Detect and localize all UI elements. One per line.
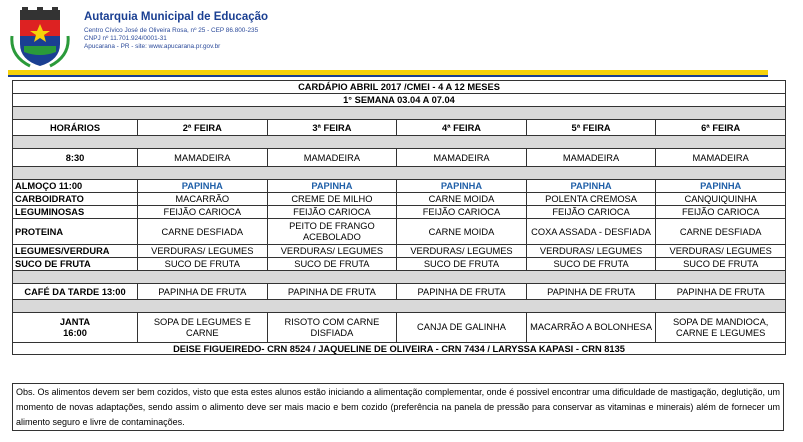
menu-cell: PAPINHA — [397, 180, 527, 193]
menu-cell: MACARRÃO A BOLONHESA — [526, 313, 656, 343]
header-cell: 5ª FEIRA — [526, 120, 656, 136]
menu-cell: MAMADEIRA — [267, 149, 397, 167]
menu-cell: SUCO DE FRUTA — [526, 258, 656, 271]
menu-cell: PAPINHA DE FRUTA — [267, 284, 397, 300]
menu-cell: COXA ASSADA - DESFIADA — [526, 219, 656, 245]
menu-cell: MAMADEIRA — [526, 149, 656, 167]
menu-cell: MAMADEIRA — [656, 149, 786, 167]
menu-cell: SUCO DE FRUTA — [656, 258, 786, 271]
menu-cell: PAPINHA DE FRUTA — [397, 284, 527, 300]
menu-cell: FEIJÃO CARIOCA — [397, 206, 527, 219]
menu-cell: SUCO DE FRUTA — [138, 258, 268, 271]
lunch-row — [13, 180, 786, 193]
menu-cell: CARNE MOIDA — [397, 193, 527, 206]
menu-cell: PAPINHA — [656, 180, 786, 193]
menu-cell: CARNE MOIDA — [397, 219, 527, 245]
city-coat-of-arms-icon — [10, 6, 70, 70]
header-row — [13, 120, 786, 136]
afternoon-snack-row — [13, 284, 786, 300]
menu-cell: MAMADEIRA — [138, 149, 268, 167]
org-site: Apucarana - PR - site: www.apucarana.pr.gov.br — [84, 43, 221, 50]
menu-cell: PAPINHA DE FRUTA — [138, 284, 268, 300]
protein-row — [13, 219, 786, 245]
separator-row — [13, 271, 786, 284]
menu-cell: VERDURAS/ LEGUMES — [397, 245, 527, 258]
dinner-label — [13, 313, 138, 343]
menu-cell: SUCO DE FRUTA — [397, 258, 527, 271]
menu-cell: CARNE DESFIADA — [138, 219, 268, 245]
breakfast-row — [13, 149, 786, 167]
menu-cell: SOPA DE MANDIOCA, CARNE E LEGUMES — [656, 313, 786, 343]
menu-cell: VERDURAS/ LEGUMES — [526, 245, 656, 258]
nutritionists: DEISE FIGUEIREDO- CRN 8524 / JAQUELINE DE OLIVEIRA - CRN 7434 / LARYSSA KAPASI - CRN 8135 — [13, 343, 786, 355]
header-cell: 2ª FEIRA — [138, 120, 268, 136]
header-cell: 4ª FEIRA — [397, 120, 527, 136]
row-label: CAFÉ DA TARDE 13:00 — [13, 284, 138, 300]
menu-cell: SOPA DE LEGUMES E CARNE — [138, 313, 268, 343]
row-label: SUCO DE FRUTA — [13, 258, 138, 271]
menu-table — [12, 80, 786, 355]
org-cnpj: CNPJ nº 11.701.924/0001-31 — [84, 35, 167, 42]
menu-cell: FEIJÃO CARIOCA — [526, 206, 656, 219]
vegetables-row — [13, 245, 786, 258]
dinner-row — [13, 313, 786, 343]
menu-cell: PAPINHA — [267, 180, 397, 193]
menu-cell: MACARRÃO — [138, 193, 268, 206]
page-header — [0, 0, 803, 78]
separator-row — [13, 167, 786, 180]
header-cell: HORÁRIOS — [13, 120, 138, 136]
menu-cell: MAMADEIRA — [397, 149, 527, 167]
menu-title: CARDÁPIO ABRIL 2017 /CMEI - 4 A 12 MESES — [13, 81, 786, 94]
org-name: Autarquia Municipal de Educação — [84, 11, 269, 23]
menu-cell: PEITO DE FRANGO ACEBOLADO — [267, 219, 397, 245]
menu-cell: PAPINHA DE FRUTA — [656, 284, 786, 300]
menu-week: 1° SEMANA 03.04 A 07.04 — [13, 94, 786, 107]
row-label: ALMOÇO 11:00 — [13, 180, 138, 193]
menu-cell: RISOTO COM CARNE DISFIADA — [267, 313, 397, 343]
menu-cell: SUCO DE FRUTA — [267, 258, 397, 271]
header-cell: 6ª FEIRA — [656, 120, 786, 136]
juice-row — [13, 258, 786, 271]
separator-row — [13, 300, 786, 313]
carbohydrate-row — [13, 193, 786, 206]
title-row — [13, 81, 786, 94]
separator-row — [13, 107, 786, 120]
menu-cell: POLENTA CREMOSA — [526, 193, 656, 206]
menu-cell: VERDURAS/ LEGUMES — [656, 245, 786, 258]
row-label: 8:30 — [13, 149, 138, 167]
legumes-row — [13, 206, 786, 219]
menu-cell: CANJA DE GALINHA — [397, 313, 527, 343]
dinner-label-time: 16:00 — [63, 327, 87, 338]
menu-cell: PAPINHA — [138, 180, 268, 193]
menu-cell: FEIJÃO CARIOCA — [267, 206, 397, 219]
separator-row — [13, 136, 786, 149]
row-label: CARBOIDRATO — [13, 193, 138, 206]
row-label: PROTEINA — [13, 219, 138, 245]
menu-cell: FEIJÃO CARIOCA — [656, 206, 786, 219]
observation-note: Obs. Os alimentos devem ser bem cozidos, visto que esta estes alunos estão iniciando a alimentação complementar, onde é possivel encontrar uma dificuldade de mastigação, deglutição, um momento de novas adaptações, sendo assim o alimento deve ser mais macio e bem cozido (preferência na panela de pressão para conservar as vitaminas e minerais) além de fornecer um alimento seguro e livre de contaminações. — [12, 383, 784, 431]
menu-cell: PAPINHA — [526, 180, 656, 193]
menu-cell: CANQUIQUINHA — [656, 193, 786, 206]
menu-cell: PAPINHA DE FRUTA — [526, 284, 656, 300]
org-address: Centro Cívico José de Oliveira Rosa, nº 25 - CEP 86.800-235 — [84, 27, 259, 34]
menu-cell: CREME DE MILHO — [267, 193, 397, 206]
menu-cell: CARNE DESFIADA — [656, 219, 786, 245]
menu-cell: FEIJÃO CARIOCA — [138, 206, 268, 219]
menu-cell: VERDURAS/ LEGUMES — [267, 245, 397, 258]
row-label: LEGUMES/VERDURA — [13, 245, 138, 258]
dinner-label-title: JANTA — [59, 316, 91, 327]
menu-cell: VERDURAS/ LEGUMES — [138, 245, 268, 258]
header-cell: 3ª FEIRA — [267, 120, 397, 136]
header-divider-blue — [8, 75, 768, 77]
week-row — [13, 94, 786, 107]
nutritionists-row — [13, 343, 786, 355]
row-label: LEGUMINOSAS — [13, 206, 138, 219]
